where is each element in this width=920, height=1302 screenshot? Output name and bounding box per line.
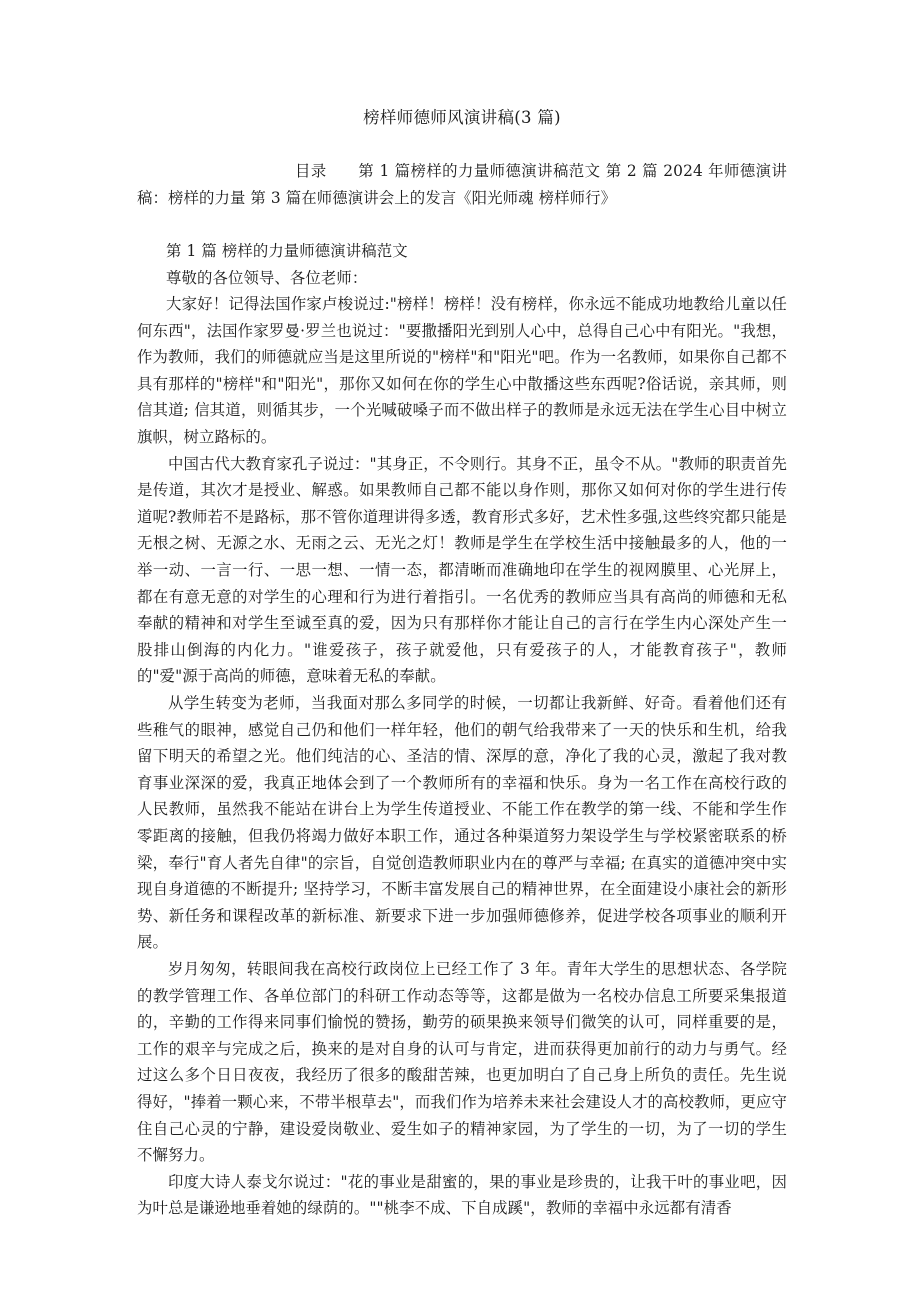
page-title: 榜样师德师风演讲稿(3 篇)	[363, 108, 561, 127]
section-heading-part-1: 第 1 篇 榜样的力量师德演讲稿范文	[166, 242, 408, 261]
body-paragraph: 大家好！记得法国作家卢梭说过:"榜样！榜样！没有榜样，你永远不能成功地教给儿童以任何东西"，法国作家罗曼·罗兰也说过："要撒播阳光到别人心中，总得自己心中有阳光。"我想，作为教师，我们的师德就应当是这里所说的"榜样"和"阳光"吧。作为一名教师，如果你自己都不具有那样的"榜样"和"阳光"，那你又如何在你的学生心中散播这些东西呢?俗话说，亲其师，则信其道; 信其道，则循其步，一个光喊破嗓子而不做出样子的教师是永远无法在学生心目中树立旗帜，树立路标的。	[137, 295, 787, 447]
section-spacer	[137, 211, 787, 238]
body-paragraph: 中国古代大教育家孔子说过："其身正，不令则行。其身不正，虽令不从。"教师的职责首先是传道，其次才是授业、解惑。如果教师自己都不能以身作则，那你又如何对你的学生进行传道呢?教师若不是路标，那不管你道理讲得多透，教育形式多好，艺术性多强,这些终究都只能是无根之树、无源之水、无雨之云、无光之灯！教师是学生在学校生活中接触最多的人，他的一举一动、一言一行、一思一想、一情一态，都清晰而准确地印在学生的视网膜里、心光屏上，都在有意无意的对学生的心理和行为进行着指引。一名优秀的教师应当具有高尚的师德和无私奉献的精神和对学生至诚至真的爱，因为只有那样你才能让自己的言行在学生内心深处产生一股排山倒海的内化力。"谁爱孩子，孩子就爱他，只有爱孩子的人，才能教育孩子"，教师的"爱"源于高尚的师德，意味着无私的奉献。	[137, 454, 787, 686]
document-body	[137, 0, 787, 1222]
body-paragraph: 岁月匆匆，转眼间我在高校行政岗位上已经工作了 3 年。青年大学生的思想状态、各学院的教学管理工作、各单位部门的科研工作动态等等，这都是做为一名校办信息工所要采集报道的，辛勤的工作得来同事们愉悦的赞扬，勤劳的硕果换来领导们微笑的认可，同样重要的是，工作的艰辛与完成之后，换来的是对自身的认可与肯定，进而获得更加前行的动力与勇气。经过这么多个日日夜夜，我经历了很多的酸甜苦辣，也更加明白了自己身上所负的责任。先生说得好，"捧着一颗心来，不带半根草去"，而我们作为培养未来社会建设人才的高校教师，更应守住自己心灵的宁静，建设爱岗敬业、爱生如子的精神家园，为了学生的一切，为了一切的学生不懈努力。	[137, 959, 787, 1165]
body-paragraph: 从学生转变为老师，当我面对那么多同学的时候，一切都让我新鲜、好奇。看着他们还有些稚气的眼神，感觉自己仍和他们一样年轻，他们的朝气给我带来了一天的快乐和生机，给我留下明天的希望之光。他们纯洁的心、圣洁的情、深厚的意，净化了我的心灵，激起了我对教育事业深深的爱，我真正地体会到了一个教师所有的幸福和快乐。身为一名工作在高校行政的人民教师，虽然我不能站在讲台上为学生传道授业、不能工作在教学的第一线、不能和学生作零距离的接触，但我仍将竭力做好本职工作，通过各种渠道努力架设学生与学校紧密联系的桥梁，奉行"育人者先自律"的宗旨，自觉创造教师职业内在的尊严与幸福; 在真实的道德冲突中实现自身道德的不断提升; 坚持学习，不断丰富发展自己的精神世界，在全面建设小康社会的新形势、新任务和课程改革的新标准、新要求下进一步加强师德修养，促进学校各项事业的顺利开展。	[137, 694, 787, 952]
table-of-contents: 目录 第 1 篇榜样的力量师德演讲稿范文 第 2 篇 2024 年师德演讲稿：榜样的力量 第 3 篇在师德演讲会上的发言《阳光师魂 榜样师行》	[137, 162, 787, 207]
salutation: 尊敬的各位领导、各位老师：	[166, 268, 368, 287]
body-paragraph: 印度大诗人泰戈尔说过："花的事业是甜蜜的，果的事业是珍贵的，让我干叶的事业吧，因为叶总是谦逊地垂着她的绿荫的。""桃李不成、下自成蹊"，教师的幸福中永远都有清香	[137, 1172, 787, 1218]
